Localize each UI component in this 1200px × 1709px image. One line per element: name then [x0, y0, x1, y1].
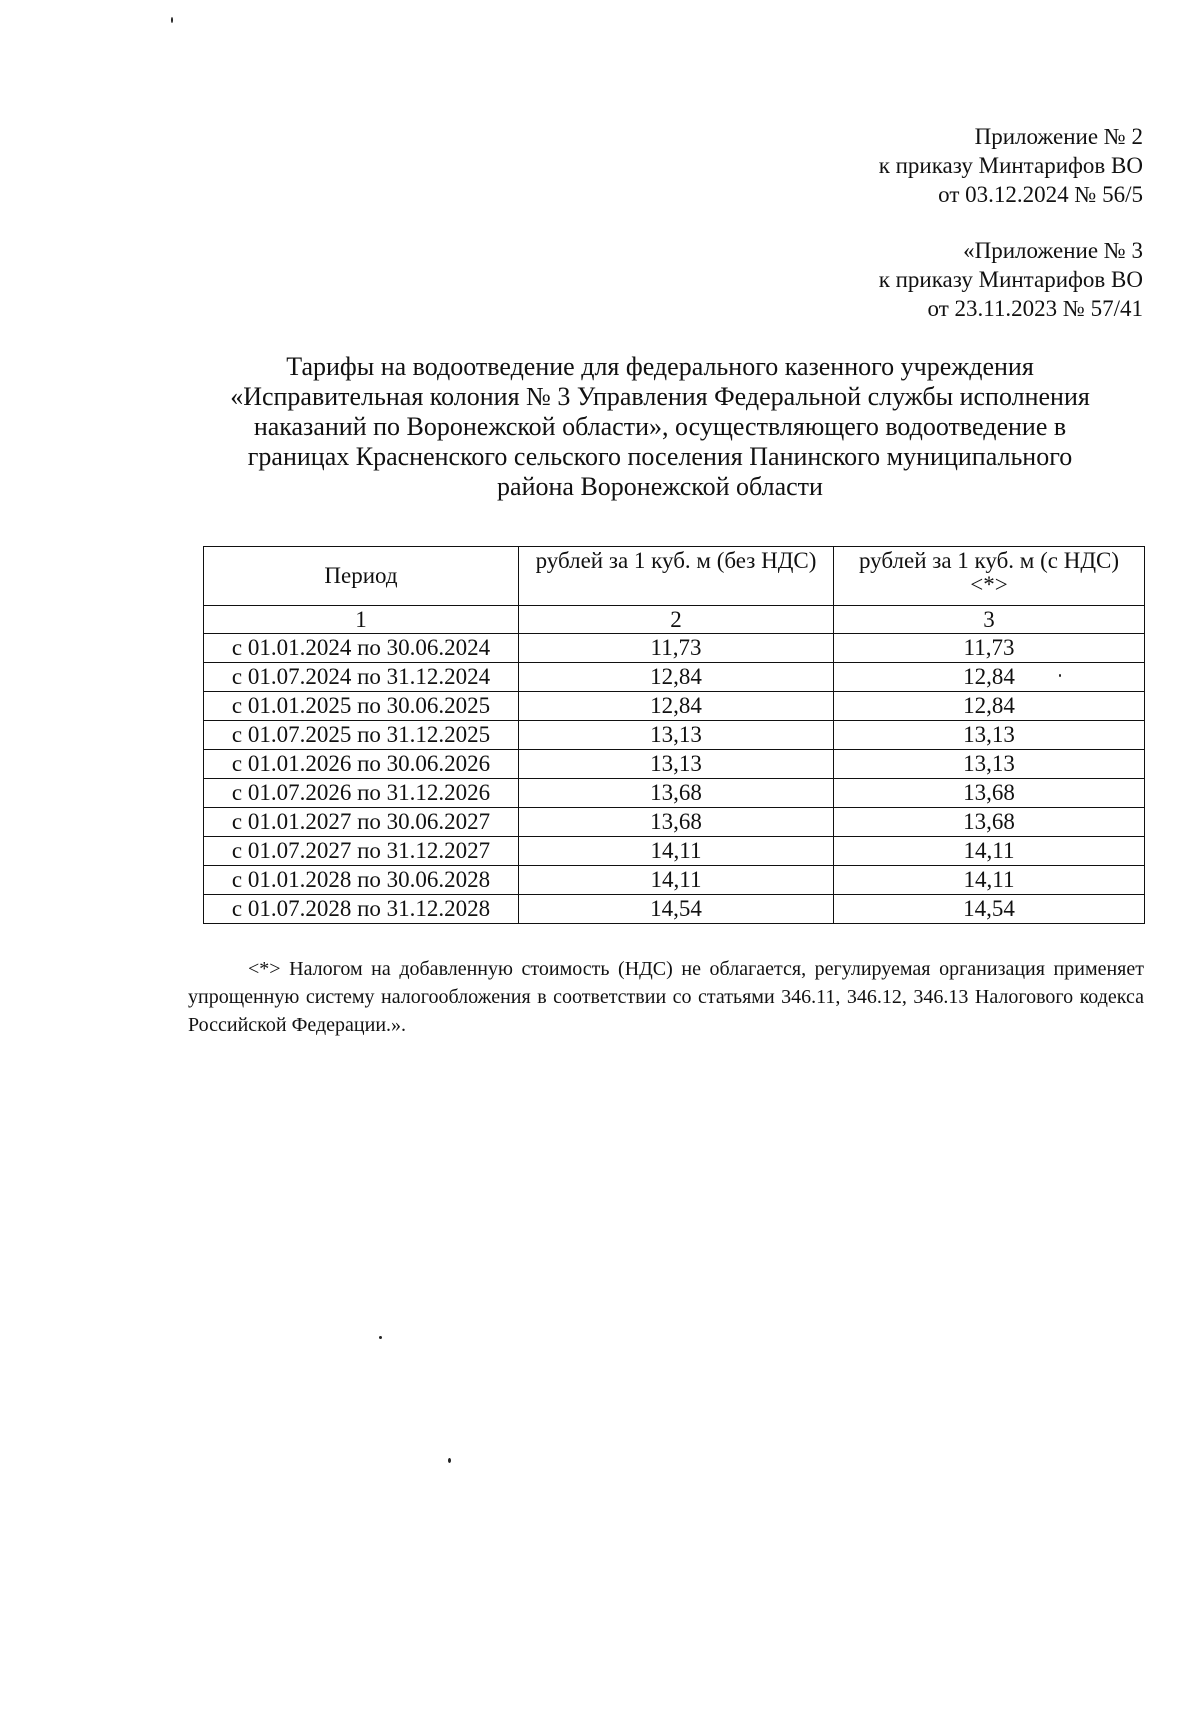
period-cell: с 01.07.2027 по 31.12.2027 [204, 837, 519, 866]
period-cell: с 01.01.2026 по 30.06.2026 [204, 750, 519, 779]
document-title [180, 352, 1140, 502]
appendix-header-original [879, 236, 1143, 323]
price-without-vat-cell: 14,11 [519, 837, 834, 866]
price-without-vat-cell: 11,73 [519, 634, 834, 663]
title-line: района Воронежской области [497, 472, 823, 501]
footnote-text: <*> Налогом на добавленную стоимость (НДС) не облагается, регулируемая организация применяет упрощенную систему налогообложения в соответствии со статьями 346.11, 346.12, 346.13 Налогового кодекса Российской Федерации.». [188, 958, 1144, 1036]
price-with-vat-cell: 12,84 [834, 692, 1145, 721]
title-line: «Исправительная колония № 3 Управления Федеральной службы исполнения [230, 382, 1090, 411]
title-line: наказаний по Воронежской области», осуществляющего водоотведение в [253, 412, 1067, 441]
scan-speck [379, 1336, 382, 1339]
scan-speck [448, 1458, 451, 1463]
period-cell: с 01.07.2026 по 31.12.2026 [204, 779, 519, 808]
price-with-vat-cell: 14,54 [834, 895, 1145, 924]
period-cell: с 01.01.2024 по 30.06.2024 [204, 634, 519, 663]
price-with-vat-cell: 13,68 [834, 808, 1145, 837]
price-without-vat-cell: 13,13 [519, 750, 834, 779]
table-row [204, 721, 1145, 750]
vat-footnote [188, 955, 1144, 1039]
appendix-order-date: от 03.12.2024 № 56/5 [938, 182, 1143, 207]
price-with-vat-cell: 13,13 [834, 721, 1145, 750]
appendix-number: Приложение № 2 [974, 124, 1143, 149]
table-header-row [204, 547, 1145, 606]
title-line: границах Красненского сельского поселения Панинского муниципального [247, 442, 1073, 471]
price-with-vat-cell: 13,68 [834, 779, 1145, 808]
price-with-vat-cell: 13,13 [834, 750, 1145, 779]
scan-speck [171, 17, 173, 23]
price-without-vat-cell: 13,68 [519, 779, 834, 808]
header-price-with-vat: рублей за 1 куб. м (с НДС) <*> [834, 547, 1145, 606]
appendix-order-ref: к приказу Минтарифов ВО [878, 153, 1143, 178]
price-with-vat-cell: 14,11 [834, 837, 1145, 866]
column-number: 2 [519, 606, 834, 634]
period-cell: с 01.01.2027 по 30.06.2027 [204, 808, 519, 837]
table-row [204, 750, 1145, 779]
period-cell: с 01.01.2025 по 30.06.2025 [204, 692, 519, 721]
table-row [204, 866, 1145, 895]
price-without-vat-cell: 14,11 [519, 866, 834, 895]
table-row [204, 808, 1145, 837]
table-row [204, 634, 1145, 663]
price-without-vat-cell: 13,68 [519, 808, 834, 837]
price-with-vat-cell: 11,73 [834, 634, 1145, 663]
table-row [204, 692, 1145, 721]
header-price-without-vat: рублей за 1 куб. м (без НДС) [519, 547, 834, 606]
title-line: Тарифы на водоотведение для федерального казенного учреждения [286, 352, 1034, 381]
period-cell: с 01.07.2024 по 31.12.2024 [204, 663, 519, 692]
price-without-vat-cell: 12,84 [519, 663, 834, 692]
appendix-order-date: от 23.11.2023 № 57/41 [927, 296, 1143, 321]
price-with-vat-cell: 12,84 [834, 663, 1145, 692]
period-cell: с 01.07.2025 по 31.12.2025 [204, 721, 519, 750]
header-period: Период [204, 547, 519, 606]
period-cell: с 01.01.2028 по 30.06.2028 [204, 866, 519, 895]
table-row [204, 895, 1145, 924]
table-row [204, 779, 1145, 808]
price-without-vat-cell: 14,54 [519, 895, 834, 924]
appendix-header-current [879, 122, 1143, 209]
table-row [204, 663, 1145, 692]
price-without-vat-cell: 13,13 [519, 721, 834, 750]
price-without-vat-cell: 12,84 [519, 692, 834, 721]
table-row [204, 837, 1145, 866]
price-with-vat-cell: 14,11 [834, 866, 1145, 895]
scan-speck [1059, 674, 1061, 677]
column-number-row [204, 606, 1145, 634]
tariff-table [203, 546, 1145, 924]
column-number: 1 [204, 606, 519, 634]
appendix-number: «Приложение № 3 [963, 238, 1143, 263]
period-cell: с 01.07.2028 по 31.12.2028 [204, 895, 519, 924]
appendix-order-ref: к приказу Минтарифов ВО [878, 267, 1143, 292]
column-number: 3 [834, 606, 1145, 634]
